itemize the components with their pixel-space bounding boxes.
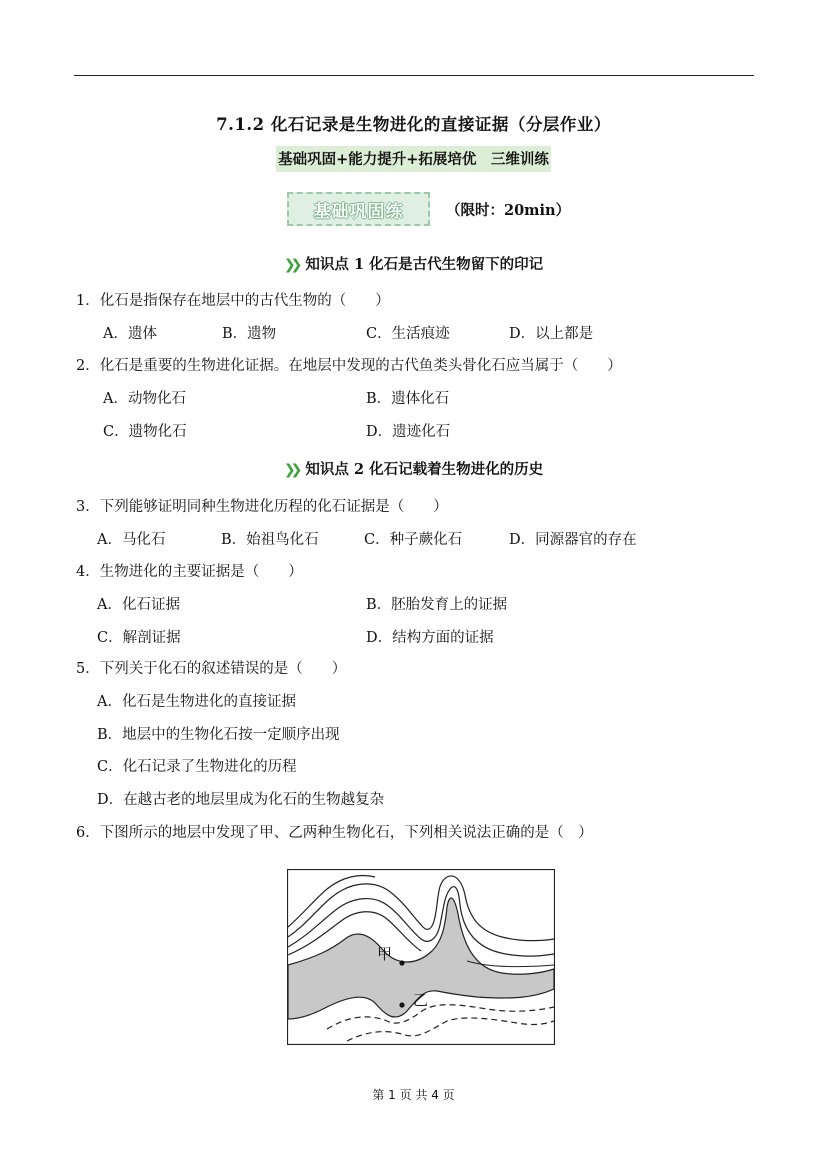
question-1-option-d[interactable]: D．以上都是	[509, 326, 594, 342]
double-chevron-icon: ❯❯	[283, 462, 298, 478]
question-4-option-a[interactable]: A．化石证据	[97, 597, 180, 613]
question-5-option-b[interactable]: B．地层中的生物化石按一定顺序出现	[97, 727, 340, 743]
question-5-option-c[interactable]: C．化石记录了生物进化的历程	[97, 759, 297, 775]
fossil-yi-label: 乙	[413, 991, 429, 1009]
question-3-option-c[interactable]: C．种子蕨化石	[364, 532, 463, 548]
question-1-option-a[interactable]: A．遗体	[103, 326, 157, 342]
question-2-option-a[interactable]: A．动物化石	[103, 391, 186, 407]
subtitle-wrap	[0, 146, 827, 172]
question-5-option-d[interactable]: D．在越古老的地层里成为化石的生物越复杂	[97, 792, 385, 808]
question-4-option-b[interactable]: B．胚胎发育上的证据	[366, 597, 508, 613]
knowledge-point-1-label: 知识点 1 化石是古代生物留下的印记	[305, 256, 544, 273]
fossil-jia-label: 甲	[377, 945, 393, 963]
page-subtitle: 基础巩固+能力提升+拓展培优 三维训练	[276, 146, 551, 172]
fossil-yi-dot	[399, 1002, 404, 1007]
question-3-option-b[interactable]: B．始祖鸟化石	[221, 532, 319, 548]
question-2-stem: 2．化石是重要的生物进化证据。在地层中发现的古代鱼类头骨化石应当属于（ ）	[76, 358, 622, 374]
knowledge-point-2-label: 知识点 2 化石记载着生物进化的历史	[305, 461, 544, 478]
question-2-option-c[interactable]: C．遗物化石	[103, 424, 187, 440]
section-badge	[287, 192, 430, 226]
question-4-option-c[interactable]: C．解剖证据	[97, 630, 181, 646]
question-3-stem: 3．下列能够证明同种生物进化历程的化石证据是（ ）	[76, 499, 448, 515]
question-2-option-d[interactable]: D．遗迹化石	[366, 424, 451, 440]
question-2-option-b[interactable]: B．遗体化石	[366, 391, 450, 407]
question-3-option-a[interactable]: A．马化石	[97, 532, 166, 548]
page-footer: 第 1 页 共 4 页	[372, 1088, 455, 1102]
question-3-option-d[interactable]: D．同源器官的存在	[509, 532, 637, 548]
time-limit: （限时：20min）	[446, 201, 571, 219]
question-1-option-c[interactable]: C．生活痕迹	[366, 326, 450, 342]
double-chevron-icon: ❯❯	[283, 257, 298, 273]
question-5-stem: 5．下列关于化石的叙述错误的是（ ）	[76, 661, 347, 677]
section-badge-label: 基础巩固练	[313, 201, 404, 222]
header-rule	[74, 75, 754, 76]
fossil-jia-dot	[399, 960, 404, 965]
question-4-stem: 4．生物进化的主要证据是（ ）	[76, 564, 303, 580]
page-title: 7.1.2 化石记录是生物进化的直接证据（分层作业）	[216, 115, 611, 134]
strata-diagram	[287, 869, 555, 1045]
knowledge-point-1-heading	[0, 253, 827, 274]
question-1-stem: 1．化石是指保存在地层中的古代生物的（ ）	[76, 293, 390, 309]
question-6-stem: 6．下图所示的地层中发现了甲、乙两种生物化石，下列相关说法正确的是（ ）	[76, 825, 593, 841]
question-4-option-d[interactable]: D．结构方面的证据	[366, 630, 494, 646]
badge-row	[287, 190, 570, 228]
knowledge-point-2-heading	[0, 458, 827, 479]
question-5-option-a[interactable]: A．化石是生物进化的直接证据	[97, 694, 296, 710]
question-1-option-b[interactable]: B．遗物	[222, 326, 277, 342]
